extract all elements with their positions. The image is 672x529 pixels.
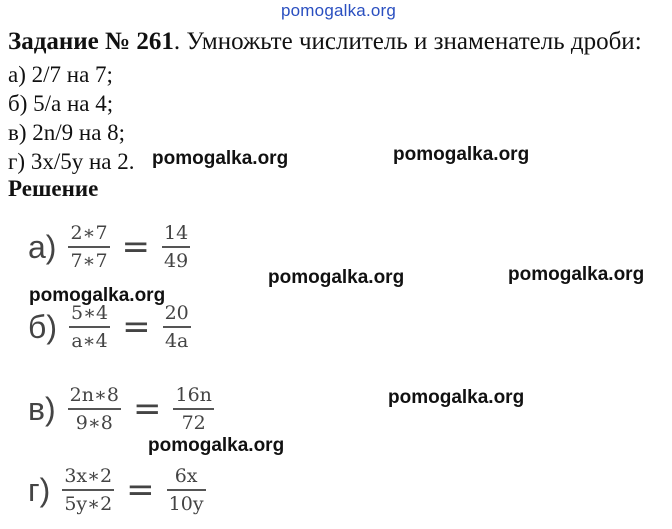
numerator: 5∗4 — [70, 302, 109, 324]
equals-sign: = — [132, 389, 162, 429]
solution-label: б) — [28, 308, 57, 345]
solution-title: Решение — [8, 176, 99, 201]
task-item-c: в) 2n/9 на 8; — [8, 120, 126, 145]
denominator: 10y — [168, 493, 204, 515]
solution-label: в) — [28, 390, 56, 427]
site-header: pomogalka.org — [281, 1, 397, 20]
fraction-result — [173, 384, 213, 434]
task-item-a: а) 2/7 на 7; — [8, 62, 113, 87]
watermark: pomogalka.org — [508, 264, 645, 285]
numerator: 2∗7 — [70, 222, 108, 244]
fraction-left — [69, 302, 110, 352]
denominator: a∗4 — [71, 330, 108, 352]
equals-sign: = — [122, 307, 151, 347]
fraction-result — [167, 465, 206, 515]
numerator: 6x — [174, 465, 198, 487]
numerator: 16n — [175, 384, 212, 406]
watermark: pomogalka.org — [152, 148, 289, 169]
denominator: 4a — [164, 330, 189, 352]
watermark: pomogalka.org — [148, 435, 285, 456]
solution-label: г) — [28, 471, 51, 508]
fraction-left — [68, 222, 109, 272]
denominator: 9∗8 — [75, 412, 113, 434]
task-item-d: г) 3x/5y на 2. — [8, 149, 135, 174]
fraction-result — [162, 222, 190, 272]
fraction-left — [62, 465, 114, 515]
denominator: 7∗7 — [70, 250, 108, 272]
watermark: pomogalka.org — [393, 144, 530, 165]
equals-sign: = — [121, 227, 151, 267]
solution-c — [28, 384, 218, 434]
task-text: . Умножьте числитель и знаменатель дроби: — [173, 28, 642, 55]
task-item-b: б) 5/a на 4; — [8, 91, 114, 116]
watermark: pomogalka.org — [388, 387, 525, 408]
numerator: 3x∗2 — [64, 465, 113, 487]
equals-sign: = — [126, 470, 155, 510]
numerator: 2n∗8 — [69, 384, 119, 406]
denominator: 49 — [164, 250, 189, 272]
watermark: pomogalka.org — [268, 267, 405, 288]
numerator: 14 — [164, 222, 189, 244]
task-statement — [8, 28, 642, 56]
task-number: Задание № 261 — [8, 28, 174, 55]
denominator: 72 — [181, 412, 206, 434]
solution-a — [28, 222, 194, 272]
fraction-left — [68, 384, 121, 434]
solution-d — [28, 465, 210, 515]
fraction-result — [163, 302, 191, 352]
solution-label: а) — [28, 228, 57, 265]
denominator: 5y∗2 — [64, 493, 113, 515]
solution-b — [28, 302, 195, 352]
watermark: pomogalka.org — [29, 285, 166, 306]
numerator: 20 — [164, 302, 189, 324]
